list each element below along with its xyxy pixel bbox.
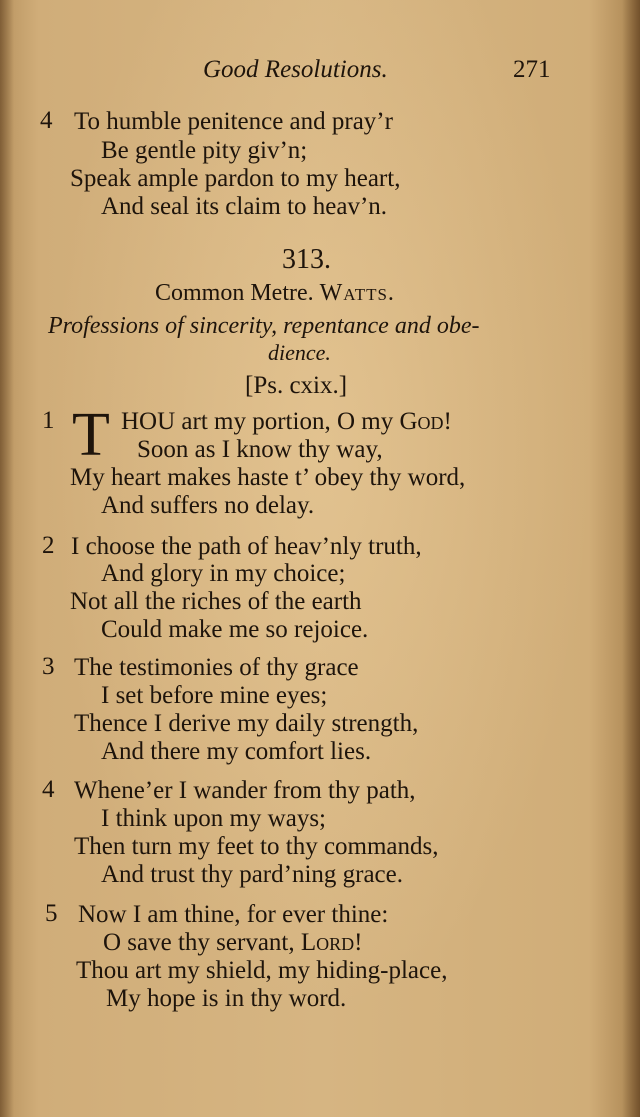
verse-line: I choose the path of heav’nly truth, bbox=[71, 533, 422, 560]
page-number: 271 bbox=[513, 56, 551, 83]
verse-line: Speak ample pardon to my heart, bbox=[70, 165, 401, 192]
verse-line: Thence I derive my daily strength, bbox=[74, 710, 419, 737]
verse-line: To humble penitence and pray’r bbox=[74, 108, 393, 135]
stanza-number: 3 bbox=[42, 653, 55, 680]
verse-line: And seal its claim to heav’n. bbox=[101, 193, 388, 220]
verse-line: I set before mine eyes; bbox=[101, 682, 328, 709]
author: Watts. bbox=[319, 280, 395, 306]
page-shadow-left bbox=[0, 0, 14, 1117]
stanza-number: 4 bbox=[40, 107, 53, 134]
verse-line: Could make me so rejoice. bbox=[101, 616, 369, 643]
verse-line: I think upon my ways; bbox=[101, 805, 326, 832]
verse-line-text: O save thy servant, bbox=[103, 929, 295, 956]
verse-line: Soon as I know thy way, bbox=[137, 436, 383, 463]
running-title: Good Resolutions. bbox=[203, 56, 388, 83]
psalm-reference: [Ps. cxix.] bbox=[245, 372, 348, 399]
page-shadow-right bbox=[622, 0, 640, 1117]
stanza-number: 1 bbox=[42, 407, 55, 434]
divine-name: Lord! bbox=[300, 929, 363, 956]
verse-line bbox=[103, 929, 362, 957]
verse-line bbox=[121, 408, 452, 436]
hymn-subject-continued: dience. bbox=[268, 340, 331, 365]
hymn-number: 313. bbox=[282, 244, 331, 275]
metre: Common Metre. bbox=[155, 280, 314, 306]
hymn-subject: Professions of sincerity, repentance and obe- bbox=[48, 313, 480, 339]
verse-line: Thou art my shield, my hiding-place, bbox=[76, 957, 448, 984]
drop-cap: T bbox=[72, 401, 110, 469]
hymn-metre-line bbox=[155, 280, 395, 307]
verse-line: The testimonies of thy grace bbox=[74, 654, 359, 681]
verse-line: Then turn my feet to thy commands, bbox=[74, 833, 439, 860]
stanza-number: 2 bbox=[42, 532, 55, 559]
verse-line: My hope is in thy word. bbox=[106, 985, 347, 1012]
verse-line: And there my comfort lies. bbox=[101, 738, 372, 765]
verse-line: Not all the riches of the earth bbox=[70, 588, 362, 615]
verse-line-text: HOU art my portion, O my bbox=[121, 408, 394, 435]
divine-name: God! bbox=[399, 408, 452, 435]
verse-line: My heart makes haste t’ obey thy word, bbox=[70, 464, 466, 491]
stanza-number: 5 bbox=[45, 900, 58, 927]
verse-line: Be gentle pity giv’n; bbox=[101, 137, 308, 164]
verse-line: And trust thy pard’ning grace. bbox=[101, 861, 404, 888]
verse-line: And suffers no delay. bbox=[101, 492, 315, 519]
stanza-number: 4 bbox=[42, 776, 55, 803]
verse-line: Now I am thine, for ever thine: bbox=[78, 901, 389, 928]
verse-line: Whene’er I wander from thy path, bbox=[74, 777, 416, 804]
verse-line: And glory in my choice; bbox=[101, 560, 346, 587]
